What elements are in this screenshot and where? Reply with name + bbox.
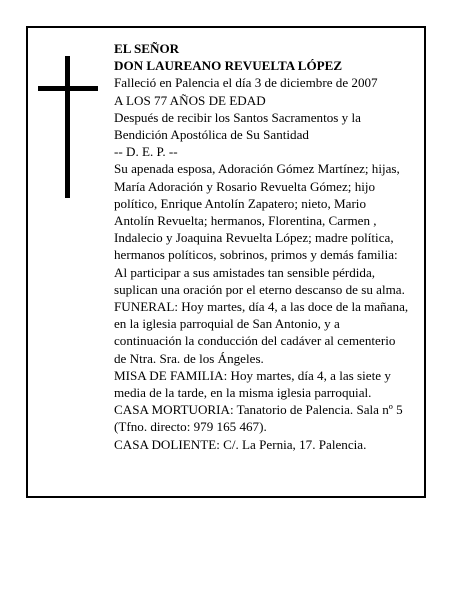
text-line: media de la tarde, en la misma iglesia parroquial. (114, 385, 372, 401)
text-line: continuación la conducción del cadáver al cementerio (114, 333, 396, 349)
deceased-name: DON LAUREANO REVUELTA LÓPEZ (114, 58, 343, 74)
text-line: Bendición Apostólica de Su Santidad (114, 127, 309, 143)
text-line: Falleció en Palencia el día 3 de diciembre de 2007 (114, 75, 378, 91)
cross-icon (38, 56, 100, 198)
text-line: CASA MORTUORIA: Tanatorio de Palencia. Sala nº 5 (114, 402, 403, 418)
text-line: Al participar a sus amistades tan sensible pérdida, (114, 264, 376, 280)
text-line: político, Enrique Antolín Zapatero; nieto, Mario (114, 195, 366, 211)
text-line: hermanos políticos, sobrinos, primos y demás familia: (114, 247, 398, 263)
text-line: en la iglesia parroquial de San Antonio, y a (114, 316, 340, 332)
text-line: Indalecio y Joaquina Revuelta López; madre política, (114, 230, 394, 246)
text-line: FUNERAL: Hoy martes, día 4, a las doce de la mañana, (114, 299, 409, 315)
text-line: Antolín Revuelta; hermanos, Florentina, Carmen , (114, 213, 377, 229)
text-line: María Adoración y Rosario Revuelta Gómez; hijo (114, 178, 376, 194)
text-line: MISA DE FAMILIA: Hoy martes, día 4, a las siete y (114, 367, 391, 383)
text-line: Su apenada esposa, Adoración Gómez Martínez; hijas, (114, 161, 400, 177)
cross-horizontal-bar (38, 86, 98, 91)
text-line: suplican una oración por el eterno descanso de su alma. (114, 281, 405, 297)
obituary-text (114, 40, 426, 453)
text-line: de Ntra. Sra. de los Ángeles. (114, 350, 264, 366)
text-line: Después de recibir los Santos Sacramentos y la (114, 109, 361, 125)
cross-vertical-bar (65, 56, 70, 198)
text-line: -- D. E. P. -- (114, 144, 178, 160)
text-line: CASA DOLIENTE: C/. La Pernia, 17. Palencia. (114, 436, 367, 452)
obituary-card (26, 26, 426, 498)
text-line: A LOS 77 AÑOS DE EDAD (114, 92, 266, 108)
title-line: EL SEÑOR (114, 41, 180, 56)
text-line: (Tfno. directo: 979 165 467). (114, 419, 267, 435)
